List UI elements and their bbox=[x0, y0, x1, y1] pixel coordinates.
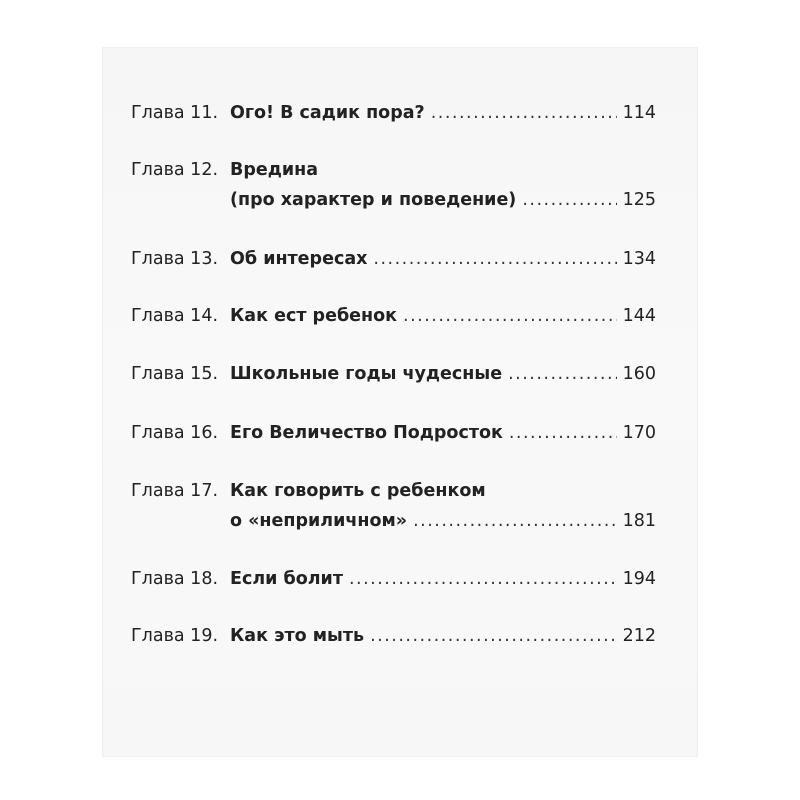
page-number: 212 bbox=[622, 626, 656, 646]
toc-entry bbox=[131, 567, 656, 591]
page-number: 181 bbox=[622, 511, 656, 531]
chapter-number: Глава 13. bbox=[131, 249, 219, 269]
book-page bbox=[103, 48, 697, 756]
dot-leader bbox=[508, 362, 617, 386]
toc-line bbox=[131, 567, 656, 591]
chapter-title: Вредина bbox=[230, 160, 319, 180]
page-number: 170 bbox=[622, 423, 656, 443]
toc-line-continued bbox=[131, 509, 656, 533]
toc-line bbox=[131, 101, 656, 125]
chapter-number: Глава 16. bbox=[131, 423, 219, 443]
page-number: 134 bbox=[622, 249, 656, 269]
chapter-title: Как это мыть bbox=[230, 626, 365, 646]
page-number: 114 bbox=[622, 103, 656, 123]
toc-entry bbox=[131, 362, 656, 386]
dot-leader bbox=[413, 509, 617, 533]
chapter-number: Глава 17. bbox=[131, 481, 219, 501]
chapter-number: Глава 18. bbox=[131, 569, 219, 589]
chapter-number: Глава 11. bbox=[131, 103, 219, 123]
page-number: 194 bbox=[622, 569, 656, 589]
toc-line bbox=[131, 158, 656, 182]
toc-line bbox=[131, 624, 656, 648]
toc-entry bbox=[131, 247, 656, 271]
chapter-title: Об интересах bbox=[230, 249, 368, 269]
toc-line bbox=[131, 304, 656, 328]
toc-entry bbox=[131, 624, 656, 648]
toc-entry bbox=[131, 158, 656, 212]
chapter-number: Глава 15. bbox=[131, 364, 219, 384]
chapter-title: Как ест ребенок bbox=[230, 306, 398, 326]
toc-entry bbox=[131, 101, 656, 125]
table-of-contents bbox=[103, 48, 697, 756]
chapter-title-continued: (про характер и поведение) bbox=[230, 190, 517, 210]
dot-leader bbox=[373, 247, 616, 271]
page-number: 144 bbox=[622, 306, 656, 326]
toc-entry bbox=[131, 421, 656, 445]
dot-leader bbox=[370, 624, 617, 648]
dot-leader bbox=[403, 304, 617, 328]
page-number: 160 bbox=[622, 364, 656, 384]
toc-entry bbox=[131, 304, 656, 328]
chapter-title: Если болит bbox=[230, 569, 343, 589]
chapter-title: Ого! В садик пора? bbox=[230, 103, 425, 123]
dot-leader bbox=[522, 188, 616, 212]
chapter-title: Школьные годы чудесные bbox=[230, 364, 503, 384]
chapter-number: Глава 12. bbox=[131, 160, 219, 180]
dot-leader bbox=[431, 101, 617, 125]
toc-line bbox=[131, 362, 656, 386]
chapter-title-continued: о «неприличном» bbox=[230, 511, 408, 531]
chapter-number: Глава 14. bbox=[131, 306, 219, 326]
chapter-title: Его Величество Подросток bbox=[230, 423, 503, 443]
toc-line bbox=[131, 479, 656, 503]
dot-leader bbox=[349, 567, 617, 591]
toc-line bbox=[131, 247, 656, 271]
chapter-number: Глава 19. bbox=[131, 626, 219, 646]
toc-line-continued bbox=[131, 188, 656, 212]
chapter-title: Как говорить с ребенком bbox=[230, 481, 486, 501]
toc-line bbox=[131, 421, 656, 445]
dot-leader bbox=[509, 421, 617, 445]
toc-entry bbox=[131, 479, 656, 533]
page-number: 125 bbox=[622, 190, 656, 210]
